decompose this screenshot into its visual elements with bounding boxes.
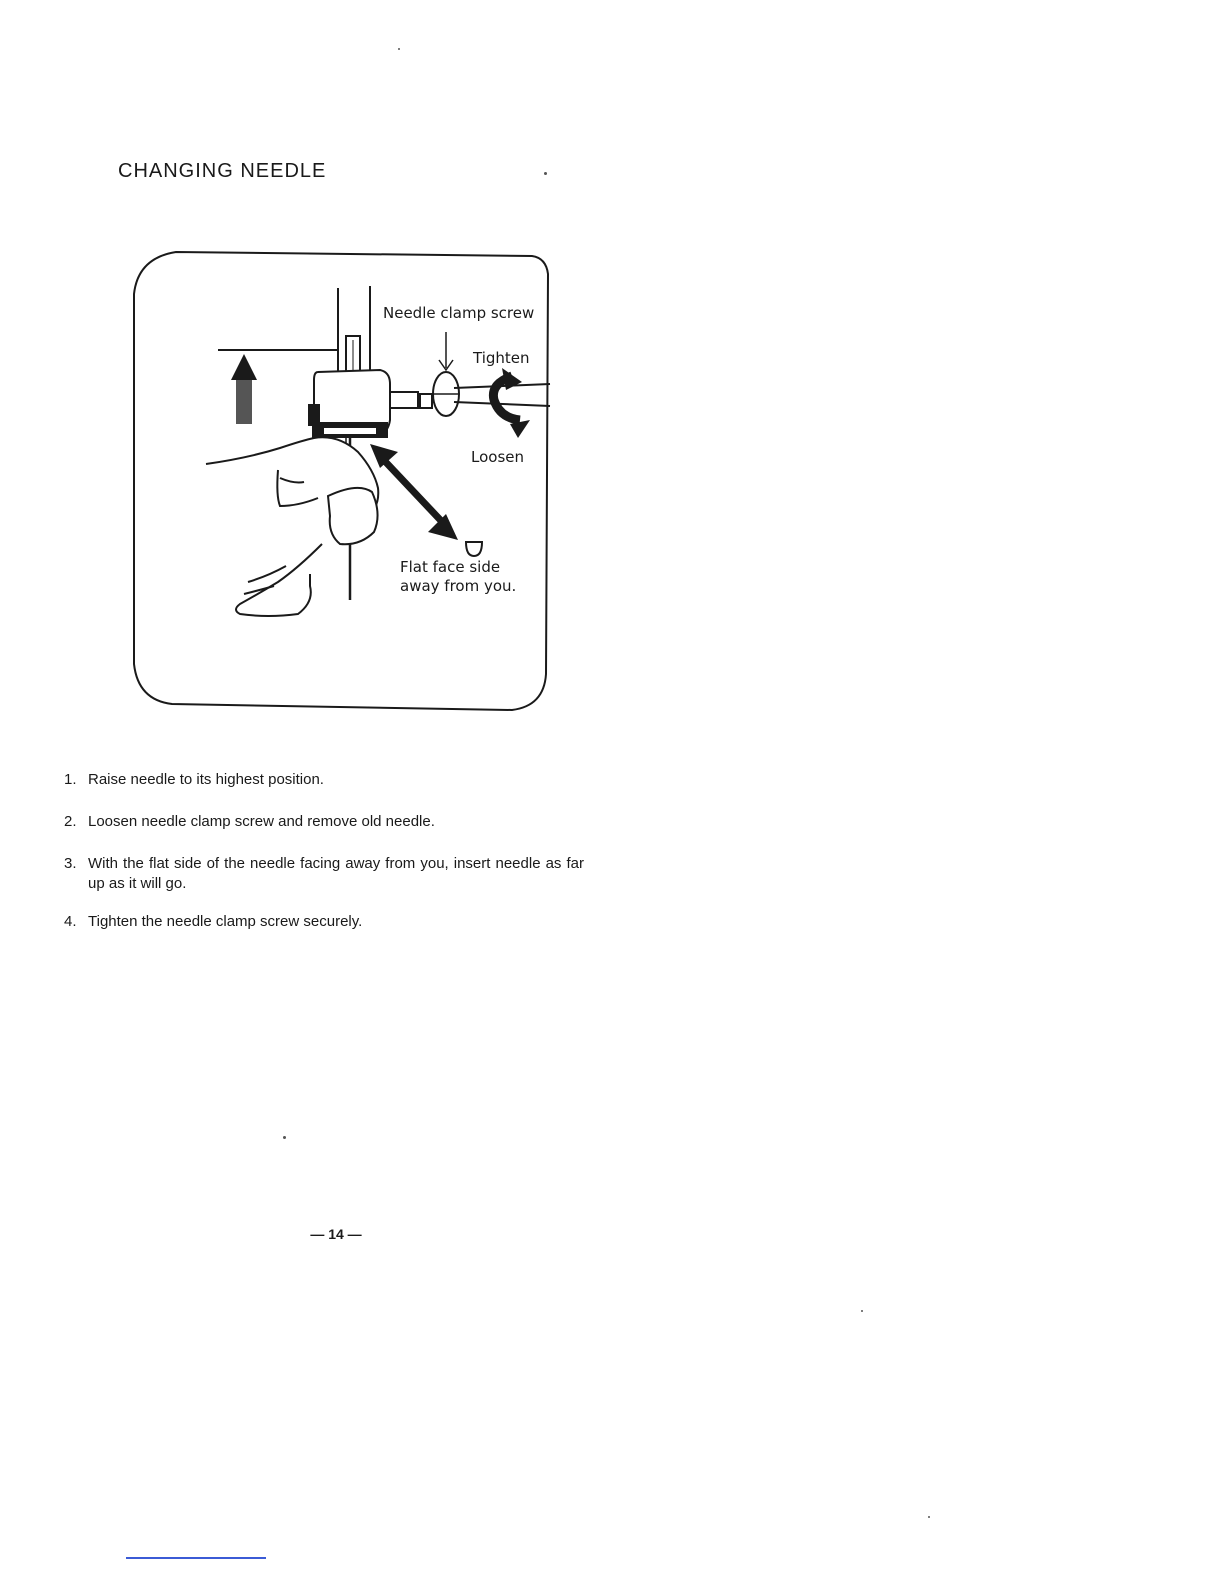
step-text: Tighten the needle clamp screw securely.: [88, 913, 363, 930]
scan-speck: [928, 1516, 930, 1518]
step-item: [64, 854, 584, 894]
scan-speck: [398, 48, 400, 50]
insert-direction-arrow-icon: [370, 444, 458, 540]
page-title: CHANGING NEEDLE: [118, 160, 327, 182]
step-item: [64, 770, 584, 790]
step-item: [64, 912, 584, 932]
bottom-edge-line: [126, 1557, 266, 1559]
step-number: 3.: [64, 855, 77, 872]
instruction-steps: [64, 770, 584, 954]
label-loosen: Loosen: [471, 448, 524, 466]
raise-arrow-icon: [231, 354, 257, 424]
page-number: — 14 —: [310, 1226, 362, 1242]
clamp-screw-icon: [433, 372, 459, 416]
hand-drawing: [206, 437, 378, 616]
step-item: [64, 812, 584, 832]
label-flat-face-line1: Flat face side: [400, 558, 501, 576]
scan-speck: [544, 172, 547, 175]
step-number: 2.: [64, 813, 77, 830]
label-flat-face-line2: away from you.: [400, 577, 517, 595]
step-text: With the flat side of the needle facing away from you, insert needle as far up as it will go.: [88, 855, 584, 892]
illustration-svg: [128, 244, 552, 716]
step-text: Raise needle to its highest position.: [88, 771, 324, 788]
label-needle-clamp-screw: Needle clamp screw: [383, 304, 535, 322]
step-text: Loosen needle clamp screw and remove old needle.: [88, 813, 435, 830]
rotate-arrow-icon: [493, 368, 530, 438]
scan-speck: [283, 1136, 286, 1139]
step-number: 1.: [64, 771, 77, 788]
flat-face-icon: [466, 542, 482, 556]
needle-change-illustration: [128, 244, 552, 716]
label-tighten: Tighten: [473, 349, 530, 367]
pointer-arrow-icon: [439, 332, 453, 370]
step-number: 4.: [64, 913, 77, 930]
scan-speck: [861, 1310, 863, 1312]
